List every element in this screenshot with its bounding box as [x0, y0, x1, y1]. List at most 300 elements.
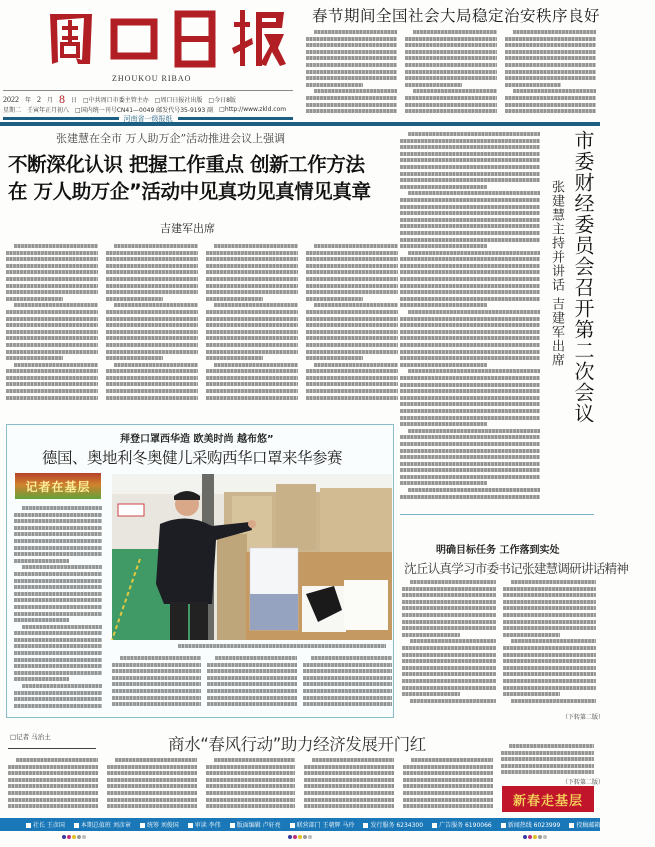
- text-line: [14, 677, 69, 681]
- text-line: [107, 771, 197, 775]
- text-line: [306, 376, 398, 380]
- text-line: [106, 343, 198, 347]
- text-line: [14, 651, 102, 655]
- text-line: [400, 270, 540, 274]
- text-line: [206, 389, 298, 393]
- text-line: [511, 580, 597, 584]
- text-line: [400, 244, 487, 248]
- text-line: [413, 89, 496, 93]
- text-line: [405, 109, 496, 113]
- text-line: [207, 696, 296, 700]
- text-line: [6, 369, 98, 373]
- text-line: [314, 303, 398, 307]
- text-line: [400, 495, 540, 499]
- text-line: [206, 778, 296, 782]
- text-line: [400, 185, 487, 189]
- text-line: [8, 778, 98, 782]
- text-line: [402, 626, 496, 630]
- text-line: [410, 580, 496, 584]
- text-line: [312, 758, 394, 762]
- text-line: [206, 376, 298, 380]
- text-line: [14, 519, 102, 523]
- text-line: [206, 297, 263, 301]
- bottom-headline[interactable]: 商水“春风行动”助力经济发展开门红: [168, 735, 426, 754]
- text-line: [405, 96, 496, 100]
- text-line: [408, 429, 540, 433]
- text-line: [114, 303, 198, 307]
- lead-headline-line2: 在 万人助万企”活动中见真功见真情见真章: [8, 180, 371, 203]
- text-line: [306, 297, 363, 301]
- text-line: [505, 50, 596, 54]
- masthead-logo: [38, 4, 288, 70]
- text-line: [505, 76, 596, 80]
- text-line: [400, 409, 540, 413]
- text-line: [6, 270, 98, 274]
- cn-number: □国内统一刊号CN41—0049 邮发代号35-9193 副: [75, 106, 214, 114]
- text-line: [14, 598, 102, 602]
- text-line: [400, 198, 540, 202]
- text-line: [306, 76, 397, 80]
- text-line: [206, 771, 296, 775]
- text-line: [400, 158, 540, 162]
- text-line: [107, 791, 197, 795]
- text-line: [106, 251, 198, 255]
- text-line: [408, 132, 540, 136]
- text-line: [503, 672, 597, 676]
- month-char: 月: [47, 96, 54, 104]
- text-line: [8, 784, 98, 788]
- text-line: [400, 205, 540, 209]
- text-line: [14, 664, 102, 668]
- text-line: [6, 284, 98, 288]
- text-line: [306, 336, 398, 340]
- text-line: [206, 765, 296, 769]
- column-badge: 记者在基层: [15, 473, 101, 499]
- text-line: [400, 462, 540, 466]
- text-line: [400, 238, 540, 242]
- text-line: [14, 612, 102, 616]
- text-line: [214, 303, 298, 307]
- text-line: [6, 257, 98, 261]
- text-line: [403, 791, 493, 795]
- secondary-body: [402, 580, 596, 710]
- text-line: [505, 109, 596, 113]
- text-line: [14, 697, 102, 701]
- year-char: 年: [25, 96, 32, 104]
- text-line: [400, 422, 487, 426]
- text-line: [402, 686, 496, 690]
- text-line: [311, 656, 392, 660]
- text-line: [405, 63, 496, 67]
- text-line: [14, 244, 98, 248]
- text-line: [306, 284, 398, 288]
- text-line: [503, 666, 597, 670]
- text-line: [402, 613, 496, 617]
- text-line: [306, 369, 398, 373]
- website-link[interactable]: □http://www.zkld.com: [219, 105, 287, 113]
- byline: □记者 马治土: [10, 733, 51, 741]
- text-line: [106, 297, 163, 301]
- text-line: [306, 257, 398, 261]
- text-line: [400, 277, 540, 281]
- text-line: [206, 270, 298, 274]
- registration-marks: [62, 835, 86, 839]
- top-right-body: [306, 30, 596, 122]
- text-line: [405, 76, 496, 80]
- text-line: [16, 758, 98, 762]
- text-line: [405, 50, 496, 54]
- text-line: [400, 284, 540, 288]
- bottom-continued-note[interactable]: （下转第二版）: [562, 779, 605, 786]
- text-line: [14, 559, 69, 563]
- secondary-headline[interactable]: 沈丘认真学习市委书记张建慧调研讲话精神: [404, 561, 629, 576]
- month: 2: [37, 94, 42, 104]
- registration-dot: [82, 835, 86, 839]
- text-line: [503, 587, 597, 591]
- text-line: [6, 251, 98, 255]
- weekday: 星期二: [3, 106, 22, 114]
- text-line: [505, 63, 596, 67]
- footer-item: 新闻热线 6023999: [501, 820, 561, 829]
- text-line: [207, 663, 296, 667]
- registration-dot: [67, 835, 71, 839]
- text-line: [400, 218, 540, 222]
- text-line: [6, 350, 98, 354]
- text-line: [304, 798, 394, 802]
- text-line: [503, 600, 597, 604]
- text-line: [206, 396, 298, 400]
- text-line: [8, 791, 98, 795]
- text-line: [22, 565, 102, 569]
- text-line: [400, 481, 487, 485]
- text-line: [400, 139, 540, 143]
- text-line: [207, 682, 296, 686]
- text-line: [402, 653, 496, 657]
- text-line: [206, 791, 296, 795]
- text-line: [14, 671, 102, 675]
- text-line: [14, 592, 102, 596]
- feature-headline[interactable]: 德国、奥地利冬奥健儿采购西华口罩来华参赛: [42, 449, 343, 467]
- registration-dot: [77, 835, 81, 839]
- text-line: [206, 277, 298, 281]
- text-line: [402, 666, 496, 670]
- feature-kicker: 拜登口罩西华造 欧美时尚 越布悠”: [120, 434, 274, 445]
- text-line: [206, 251, 298, 255]
- text-line: [400, 389, 540, 393]
- text-line: [6, 343, 98, 347]
- text-line: [106, 389, 198, 393]
- text-line: [303, 696, 392, 700]
- text-line: [513, 89, 596, 93]
- text-line: [14, 658, 102, 662]
- footer-item: 社长 王彦国: [26, 820, 65, 829]
- text-line: [400, 343, 540, 347]
- text-line: [505, 70, 596, 74]
- text-line: [106, 310, 198, 314]
- text-line: [306, 323, 398, 327]
- text-line: [503, 613, 597, 617]
- continued-note[interactable]: （下转第二版）: [562, 714, 605, 721]
- text-line: [306, 277, 398, 281]
- text-line: [400, 290, 540, 294]
- text-line: [400, 376, 540, 380]
- text-line: [14, 363, 98, 367]
- text-line: [14, 572, 102, 576]
- text-line: [400, 330, 540, 334]
- text-line: [6, 382, 98, 386]
- text-line: [106, 264, 198, 268]
- text-line: [6, 264, 98, 268]
- text-line: [402, 633, 460, 637]
- text-line: [403, 765, 493, 769]
- text-line: [22, 625, 102, 629]
- text-line: [206, 264, 298, 268]
- text-line: [14, 605, 102, 609]
- text-line: [206, 257, 298, 261]
- text-line: [306, 63, 397, 67]
- text-line: [400, 323, 540, 327]
- text-line: [402, 600, 496, 604]
- text-line: [405, 37, 496, 41]
- year: 2022: [3, 94, 19, 104]
- text-line: [314, 89, 397, 93]
- registration-dot: [543, 835, 547, 839]
- text-line: [6, 297, 63, 301]
- text-line: [402, 659, 496, 663]
- publisher: □中共周口市委主管主办: [83, 96, 149, 104]
- text-line: [206, 369, 298, 373]
- text-line: [206, 382, 298, 386]
- text-line: [306, 96, 397, 100]
- text-line: [14, 618, 69, 622]
- text-line: [503, 593, 597, 597]
- text-line: [501, 764, 594, 768]
- text-line: [206, 784, 296, 788]
- text-line: [306, 317, 398, 321]
- grade-label: 河南省一级报纸: [123, 114, 173, 123]
- text-line: [120, 656, 201, 660]
- text-line: [402, 646, 496, 650]
- text-line: [114, 363, 198, 367]
- text-line: [402, 587, 496, 591]
- text-line: [511, 639, 597, 643]
- text-line: [306, 264, 398, 268]
- registration-dot: [298, 835, 302, 839]
- text-line: [112, 663, 201, 667]
- text-line: [402, 679, 496, 683]
- text-line: [107, 778, 197, 782]
- press: □周口日报社出版: [154, 96, 203, 104]
- text-line: [306, 396, 398, 400]
- text-line: [8, 804, 98, 808]
- text-line: [405, 43, 496, 47]
- text-line: [503, 606, 597, 610]
- registration-dot: [62, 835, 66, 839]
- text-line: [207, 676, 296, 680]
- text-line: [505, 83, 562, 87]
- text-line: [403, 771, 493, 775]
- text-line: [314, 30, 397, 34]
- text-line: [513, 30, 596, 34]
- text-line: [106, 336, 198, 340]
- text-line: [6, 356, 63, 360]
- text-line: [106, 376, 198, 380]
- text-line: [14, 579, 102, 583]
- text-line: [503, 686, 597, 690]
- text-line: [112, 702, 201, 706]
- text-line: [314, 244, 398, 248]
- text-line: [6, 389, 98, 393]
- text-line: [403, 804, 493, 808]
- text-line: [107, 765, 197, 769]
- text-line: [106, 396, 198, 400]
- text-line: [14, 585, 102, 589]
- text-line: [503, 646, 597, 650]
- text-line: [214, 244, 298, 248]
- text-line: [206, 350, 298, 354]
- footer-item: 统筹 刘俊国: [140, 820, 179, 829]
- text-line: [6, 277, 98, 281]
- text-line: [400, 468, 540, 472]
- lead-body: [6, 244, 398, 409]
- text-line: [215, 656, 296, 660]
- text-line: [207, 689, 296, 693]
- top-right-headline[interactable]: 春节期间全国社会大局稳定治安秩序良好: [312, 7, 601, 25]
- text-line: [405, 70, 496, 74]
- text-line: [106, 382, 198, 386]
- text-line: [112, 696, 201, 700]
- text-line: [408, 369, 540, 373]
- secondary-kicker: 明确目标任务 工作落到实处: [436, 545, 560, 556]
- text-line: [400, 435, 540, 439]
- photo-caption: [170, 644, 386, 651]
- text-line: [408, 251, 540, 255]
- text-line: [400, 416, 540, 420]
- text-line: [400, 336, 540, 340]
- right-story-headline[interactable]: 市委财经委员会召开第二次会议: [571, 130, 595, 424]
- footer-item: 广告服务 6190066: [432, 820, 492, 829]
- text-line: [503, 633, 561, 637]
- text-line: [400, 165, 540, 169]
- text-line: [306, 109, 397, 113]
- registration-dot: [523, 835, 527, 839]
- text-line: [408, 488, 540, 492]
- footer-credits: [0, 818, 655, 831]
- registration-dot: [288, 835, 292, 839]
- text-line: [6, 317, 98, 321]
- text-line: [503, 626, 597, 630]
- text-line: [14, 526, 102, 530]
- text-line: [306, 350, 398, 354]
- text-line: [306, 83, 363, 87]
- text-line: [6, 310, 98, 314]
- text-line: [206, 310, 298, 314]
- text-line: [413, 30, 496, 34]
- text-line: [6, 336, 98, 340]
- text-line: [306, 50, 397, 54]
- text-line: [206, 323, 298, 327]
- footer-item: 审读 李伟: [188, 820, 221, 829]
- text-line: [400, 172, 540, 176]
- text-line: [112, 669, 201, 673]
- text-line: [8, 771, 98, 775]
- text-line: [400, 449, 540, 453]
- text-line: [112, 689, 201, 693]
- text-line: [304, 778, 394, 782]
- footer-item: 联营部门 王朝辉 马玲: [290, 820, 355, 829]
- text-line: [405, 103, 496, 107]
- text-line: [106, 277, 198, 281]
- text-line: [22, 684, 102, 688]
- text-line: [112, 682, 201, 686]
- section-rule: [0, 122, 600, 126]
- text-line: [206, 343, 298, 347]
- text-line: [505, 96, 596, 100]
- right-story-subhead: 张建慧主持并讲话 吉建军出席: [549, 180, 564, 368]
- text-line: [14, 638, 102, 642]
- text-line: [400, 350, 540, 354]
- text-line: [400, 356, 540, 360]
- text-line: [107, 784, 197, 788]
- footer-item: 本期总值班 刘彦章: [74, 820, 131, 829]
- text-line: [306, 37, 397, 41]
- text-line: [206, 356, 263, 360]
- text-line: [400, 303, 487, 307]
- text-line: [400, 396, 540, 400]
- registration-marks: [288, 835, 312, 839]
- text-line: [408, 310, 540, 314]
- text-line: [402, 672, 496, 676]
- masthead-pinyin: ZHOUKOU RIBAO: [112, 74, 192, 83]
- text-line: [400, 297, 540, 301]
- text-line: [400, 257, 540, 261]
- text-line: [306, 310, 398, 314]
- text-line: [503, 679, 597, 683]
- text-line: [402, 606, 496, 610]
- text-line: [306, 330, 398, 334]
- news-photo: [112, 474, 392, 640]
- registration-dot: [528, 835, 532, 839]
- text-line: [106, 317, 198, 321]
- text-line: [106, 369, 198, 373]
- text-line: [400, 211, 540, 215]
- text-line: [303, 663, 392, 667]
- text-line: [14, 704, 102, 708]
- text-line: [403, 798, 493, 802]
- text-line: [14, 552, 102, 556]
- text-line: [106, 330, 198, 334]
- text-line: [14, 513, 102, 517]
- byline-rule: [8, 748, 96, 749]
- text-line: [14, 303, 98, 307]
- text-line: [206, 317, 298, 321]
- text-line: [306, 70, 397, 74]
- text-line: [214, 363, 298, 367]
- registration-dot: [72, 835, 76, 839]
- text-line: [503, 653, 597, 657]
- registration-dot: [303, 835, 307, 839]
- text-line: [303, 682, 392, 686]
- text-line: [106, 350, 198, 354]
- text-line: [400, 475, 540, 479]
- registration-dot: [538, 835, 542, 839]
- lead-headline[interactable]: [8, 151, 400, 205]
- text-line: [304, 791, 394, 795]
- text-line: [6, 330, 98, 334]
- text-line: [411, 758, 493, 762]
- registration-marks: [523, 835, 547, 839]
- text-line: [178, 644, 386, 648]
